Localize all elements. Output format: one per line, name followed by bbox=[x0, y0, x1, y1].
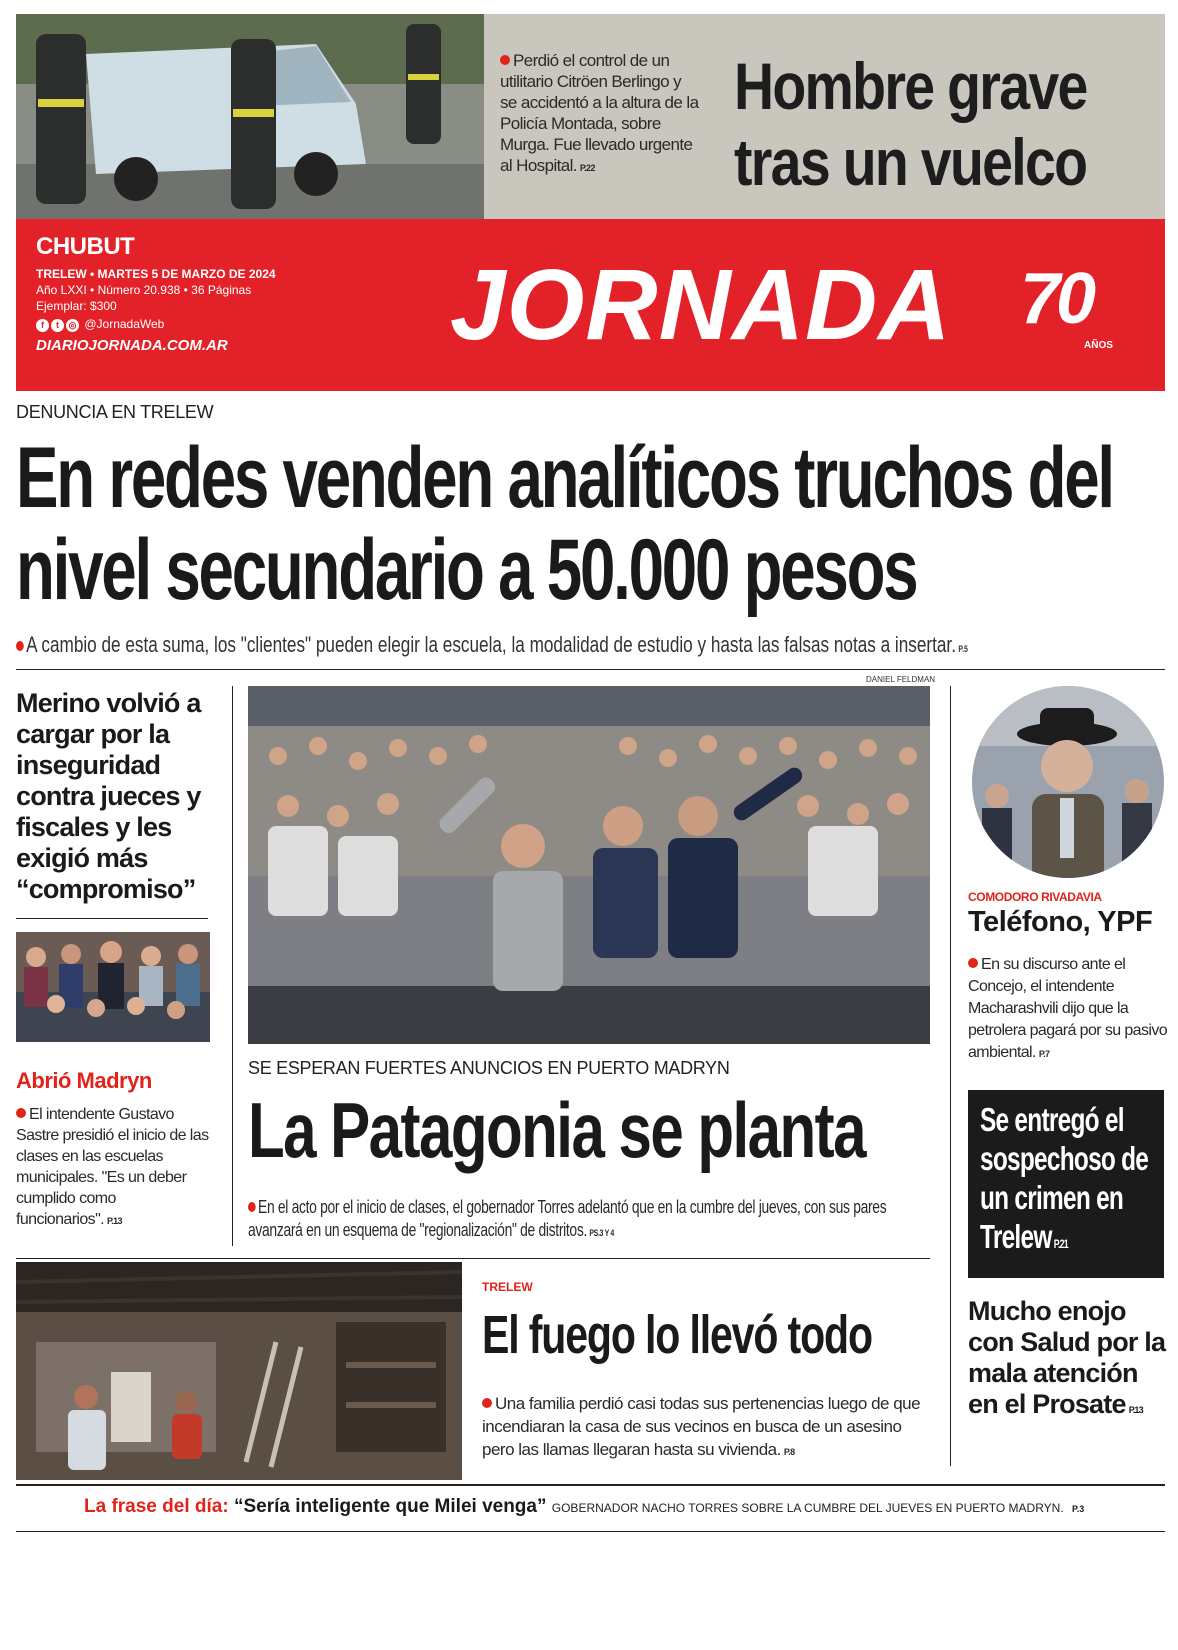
ypf-title[interactable]: Teléfono, YPF bbox=[968, 906, 1153, 938]
fire-photo[interactable] bbox=[16, 1262, 462, 1480]
region-label: CHUBUT bbox=[36, 233, 135, 260]
quote-of-day-bar bbox=[16, 1484, 1165, 1532]
salud-headline[interactable]: Mucho enojo con Salud por la mala atención en el Prosate P.13 bbox=[968, 1296, 1166, 1419]
date-line: TRELEW • MARTES 5 DE MARZO DE 2024 bbox=[36, 267, 276, 281]
price-line: Ejemplar: $300 bbox=[36, 299, 117, 313]
social-row bbox=[36, 317, 164, 332]
bullet-icon bbox=[248, 1202, 256, 1212]
social-handle[interactable]: @JornadaWeb bbox=[84, 317, 165, 331]
page-ref: P.7 bbox=[1038, 1049, 1050, 1059]
page-ref: P.22 bbox=[579, 163, 595, 173]
bullet-icon bbox=[500, 55, 510, 65]
page-ref: P.8 bbox=[783, 1447, 795, 1457]
page-ref: PS.3 Y 4 bbox=[589, 1228, 614, 1238]
quote-label: La frase del día: bbox=[84, 1496, 229, 1517]
fire-kicker: TRELEW bbox=[482, 1280, 533, 1294]
madryn-text: El intendente Gustavo Sastre presidió el inicio de las clases en las escuelas municipales. "Es un deber cumplido como funcionarios". P.13 bbox=[16, 1106, 209, 1228]
divider bbox=[16, 1258, 930, 1259]
instagram-icon[interactable]: ◎ bbox=[66, 319, 79, 332]
accident-photo[interactable] bbox=[16, 14, 484, 219]
bullet-icon bbox=[16, 1108, 26, 1118]
top-teaser-panel bbox=[484, 14, 1165, 219]
column-divider bbox=[232, 686, 233, 1246]
fire-title[interactable]: El fuego lo llevó todo bbox=[482, 1305, 872, 1365]
logo[interactable]: JORNADA bbox=[450, 249, 952, 361]
bullet-icon bbox=[482, 1398, 492, 1408]
quote-attribution: GOBERNADOR NACHO TORRES SOBRE LA CUMBRE DEL JUEVES EN PUERTO MADRYN. bbox=[551, 1501, 1064, 1515]
center-text: En el acto por el inicio de clases, el gobernador Torres adelantó que en la cumbre del jueves, con sus pares avanzará en un esquema de "regionalización" de distritos. PS.3 Y 4 bbox=[248, 1197, 887, 1240]
quote-text[interactable]: “Sería inteligente que Milei venga” bbox=[233, 1496, 547, 1517]
page-ref: P.21 bbox=[1053, 1237, 1068, 1251]
divider bbox=[16, 669, 1165, 670]
crime-teaser-box[interactable] bbox=[968, 1090, 1164, 1278]
madryn-title[interactable]: Abrió Madryn bbox=[16, 1068, 152, 1093]
top-teaser-title[interactable]: Hombre grave tras un vuelco bbox=[734, 49, 1087, 199]
ypf-kicker: COMODORO RIVADAVIA bbox=[968, 890, 1102, 904]
anniversary-label: AÑOS bbox=[1084, 340, 1113, 351]
twitter-icon[interactable]: t bbox=[51, 319, 64, 332]
photo-credit: DANIEL FELDMAN bbox=[866, 675, 936, 684]
page-ref: P.3 bbox=[1071, 1504, 1085, 1514]
center-kicker: SE ESPERAN FUERTES ANUNCIOS EN PUERTO MADRYN bbox=[248, 1058, 730, 1078]
top-teaser-text: Perdió el control de un utilitario Citröen Berlingo y se accidentó a la altura de la Policía Montada, sobre Murga. Fue llevado urgente al Hospital. P.22 bbox=[500, 51, 699, 175]
facebook-icon[interactable]: f bbox=[36, 319, 49, 332]
bullet-icon bbox=[968, 958, 978, 968]
page-ref: P.13 bbox=[107, 1216, 122, 1226]
quote-line bbox=[84, 1496, 1084, 1518]
portrait-photo[interactable] bbox=[972, 686, 1164, 878]
page-ref: P.13 bbox=[1128, 1405, 1143, 1415]
website-link[interactable]: DIARIOJORNADA.COM.AR bbox=[36, 337, 228, 354]
main-kicker: DENUNCIA EN TRELEW bbox=[16, 402, 214, 422]
madryn-photo[interactable] bbox=[16, 932, 210, 1042]
center-title[interactable]: La Patagonia se planta bbox=[248, 1086, 865, 1174]
crime-teaser-title: Se entregó el sospechoso de un crimen en Trelew P.21 bbox=[980, 1101, 1149, 1255]
main-headline[interactable]: En redes venden analíticos truchos del nivel secundario a 50.000 pesos bbox=[16, 430, 1113, 618]
school-event-photo[interactable] bbox=[248, 686, 930, 1044]
main-subhead: A cambio de esta suma, los "clientes" pueden elegir la escuela, la modalidad de estudio y hasta las falsas notas a insertar. P.5 bbox=[16, 632, 1108, 662]
anniversary-number: 70 bbox=[1020, 259, 1093, 339]
bullet-icon bbox=[16, 641, 24, 651]
fire-text: Una familia perdió casi todas sus pertenencias luego de que incendiaran la casa de sus vecinos en busca de un asesino pero las llamas llegaran hasta su vivienda. P.8 bbox=[482, 1394, 921, 1459]
ypf-text: En su discurso ante el Concejo, el intendente Macharashvili dijo que la petrolera pagará por su pasivo ambiental. P.7 bbox=[968, 956, 1168, 1061]
issue-line: Año LXXI • Número 20.938 • 36 Páginas bbox=[36, 283, 252, 297]
masthead bbox=[16, 219, 1165, 391]
merino-headline[interactable]: Merino volvió a cargar por la inseguridad contra jueces y fiscales y les exigió más “compromiso” bbox=[16, 688, 201, 904]
divider bbox=[16, 918, 208, 919]
page-ref: P.5 bbox=[958, 644, 968, 654]
